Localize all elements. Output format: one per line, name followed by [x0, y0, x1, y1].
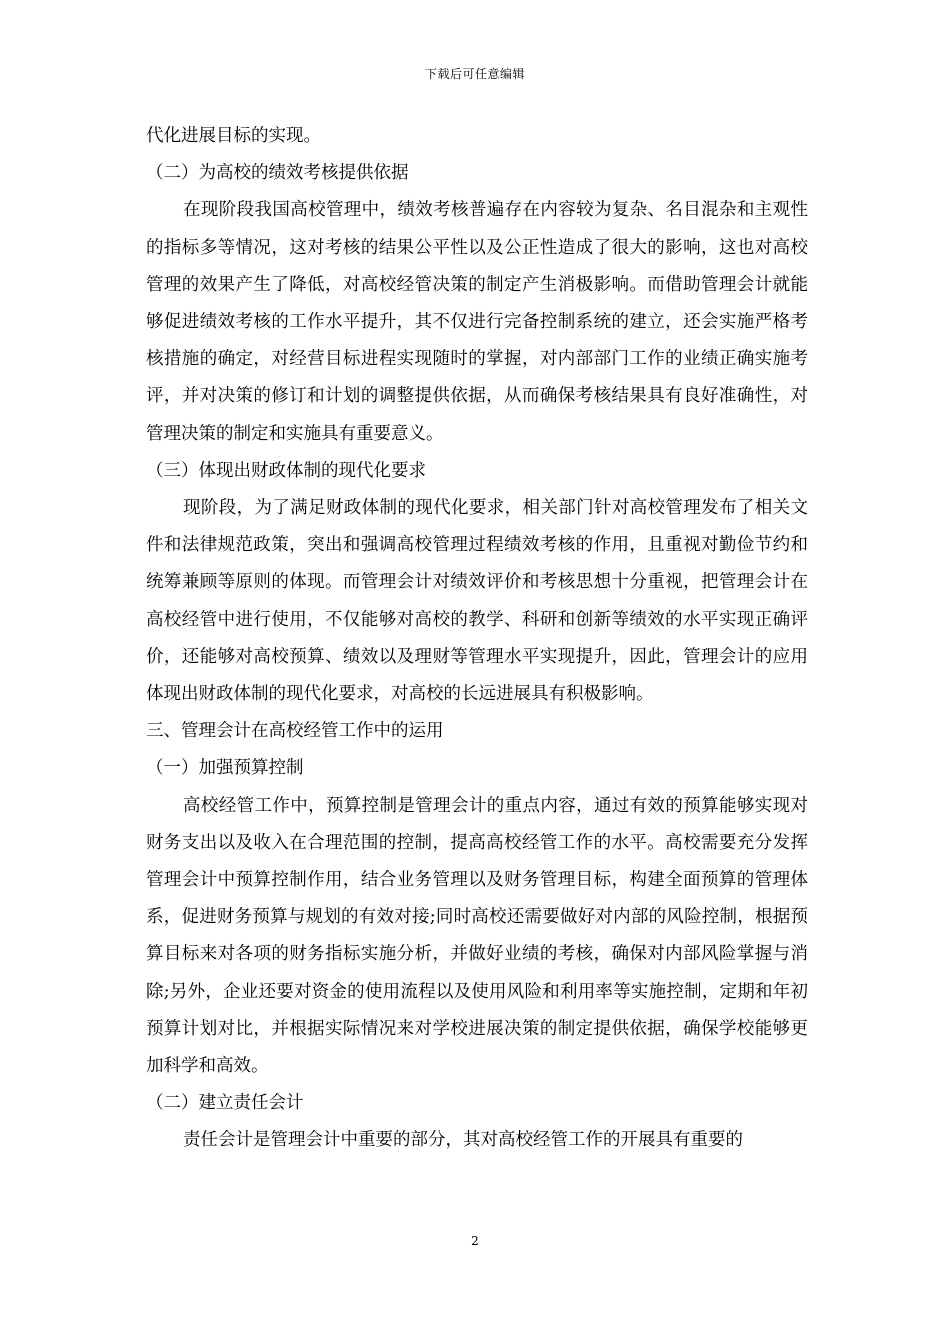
- section-heading: （二）为高校的绩效考核提供依据: [146, 163, 409, 184]
- paragraph: 高校经管工作中，预算控制是管理会计的重点内容，通过有效的预算能够实现对财务支出以及收入在合理范围的控制，提高高校经管工作的水平。高校需要充分发挥管理会计中预算控制作用，结合业务管理以及财务管理目标，构建全面预算的管理体系，促进财务预算与规划的有效对接;同时高校还需要做好对内部的风险控制，根据预算目标来对各项的财务指标实施分析，并做好业绩的考核，确保对内部风险掌握与消除;另外，企业还要对资金的使用流程以及使用风险和利用率等实施控制，定期和年初预算计划对比，并根据实际情况来对学校进展决策的制定提供依据，确保学校能够更加科学和高效。: [146, 795, 808, 1077]
- section-heading: （二）建立责任会计: [146, 1093, 304, 1114]
- section-heading: （一）加强预算控制: [146, 758, 304, 779]
- paragraph: 现阶段，为了满足财政体制的现代化要求，相关部门针对高校管理发布了相关文件和法律规范政策，突出和强调高校管理过程绩效考核的作用，且重视对勤俭节约和统筹兼顾等原则的体现。而管理会计对绩效评价和考核思想十分重视，把管理会计在高校经管中进行使用，不仅能够对高校的教学、科研和创新等绩效的水平实现正确评价，还能够对高校预算、绩效以及理财等管理水平实现提升，因此，管理会计的应用体现出财政体制的现代化要求，对高校的长远进展具有积极影响。: [146, 498, 808, 705]
- paragraph: 责任会计是管理会计中重要的部分，其对高校经管工作的开展具有重要的: [183, 1130, 743, 1151]
- chapter-heading: 三、管理会计在高校经管工作中的运用: [146, 721, 444, 742]
- section-heading: （三）体现出财政体制的现代化要求: [146, 460, 426, 481]
- document-body: [146, 118, 808, 1160]
- page-number: 2: [471, 1234, 479, 1248]
- page-header-note: 下载后可任意编辑: [424, 67, 525, 81]
- paragraph: 在现阶段我国高校管理中，绩效考核普遍存在内容较为复杂、名目混杂和主观性的指标多等情况，这对考核的结果公平性以及公正性造成了很大的影响，这也对高校管理的效果产生了降低，对高校经管决策的制定产生消极影响。而借助管理会计就能够促进绩效考核的工作水平提升，其不仅进行完备控制系统的建立，还会实施严格考核措施的确定，对经营目标进程实现随时的掌握，对内部部门工作的业绩正确实施考评，并对决策的修订和计划的调整提供依据，从而确保考核结果具有良好准确性，对管理决策的制定和实施具有重要意义。: [146, 200, 808, 444]
- paragraph-continuation: 代化进展目标的实现。: [146, 126, 321, 146]
